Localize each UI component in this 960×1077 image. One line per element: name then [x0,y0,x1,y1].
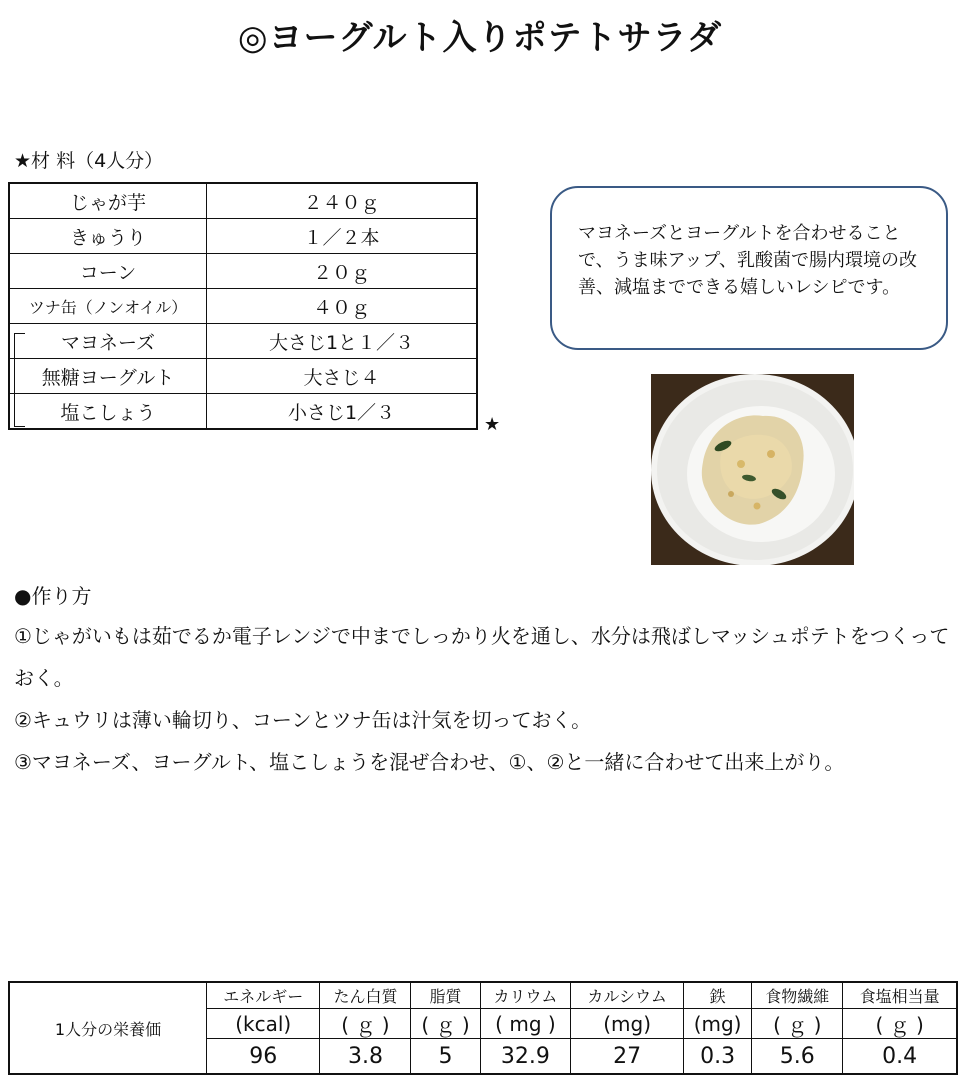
ingredient-row [9,219,477,254]
nutrient-value: 96 [207,1039,320,1075]
nutrient-value: 0.4 [843,1039,957,1075]
instructions [14,580,954,783]
ingredient-name: マヨネーズ [9,324,207,359]
star-mark: ★ [484,414,501,435]
ingredient-amount: ２０ｇ [207,254,478,289]
ingredient-amount: 大さじ1と１／３ [207,324,478,359]
nutrient-unit: (mg) [571,1009,684,1039]
instruction-step: ①じゃがいもは茹でるか電子レンジで中までしっかり火を通し、水分は飛ばしマッシュポテトをつくっておく。 [14,624,950,690]
ingredient-amount: ２４０ｇ [207,183,478,219]
nutrient-unit: ( ｇ ) [411,1009,480,1039]
nutrient-name: たん白質 [320,982,411,1009]
nutrition-label: 1人分の栄養価 [9,982,207,1074]
ingredient-row [9,359,477,394]
nutrient-value: 32.9 [480,1039,571,1075]
ingredient-amount: １／２本 [207,219,478,254]
recipe-note: マヨネーズとヨーグルトを合わせることで、うま味アップ、乳酸菌で腸内環境の改善、減塩までできる嬉しいレシピです。 [550,186,948,350]
nutrient-unit: (mg) [683,1009,751,1039]
nutrient-value: 3.8 [320,1039,411,1075]
instruction-step: ②キュウリは薄い輪切り、コーンとツナ缶は汁気を切っておく。 [14,708,592,732]
ingredient-name: ツナ缶（ノンオイル） [9,289,207,324]
nutrient-name: 脂質 [411,982,480,1009]
ingredient-name: じゃが芋 [9,183,207,219]
nutrient-unit: ( mg ) [480,1009,571,1039]
nutrient-value: 0.3 [683,1039,751,1075]
nutrient-unit: ( ｇ ) [843,1009,957,1039]
nutrient-unit: ( ｇ ) [320,1009,411,1039]
nutrition-header-row [9,982,957,1009]
nutrient-unit: ( ｇ ) [752,1009,843,1039]
ingredient-row [9,254,477,289]
nutrient-name: カリウム [480,982,571,1009]
ingredient-amount: 大さじ４ [207,359,478,394]
ingredient-amount: ４０ｇ [207,289,478,324]
ingredient-name: コーン [9,254,207,289]
nutrient-value: 5 [411,1039,480,1075]
ingredient-row [9,324,477,359]
instruction-step: ③マヨネーズ、ヨーグルト、塩こしょうを混ぜ合わせ、①、②と一緒に合わせて出来上がり。 [14,750,845,774]
recipe-title: ◎ヨーグルト入りポテトサラダ [237,18,723,58]
potato-salad-image [651,374,854,565]
nutrient-value: 5.6 [752,1039,843,1075]
ingredient-row [9,183,477,219]
nutrient-unit: (kcal) [207,1009,320,1039]
ingredients-table [8,182,478,430]
nutrient-value: 27 [571,1039,684,1075]
nutrient-name: 食物繊維 [752,982,843,1009]
nutrient-name: 食塩相当量 [843,982,957,1009]
ingredient-row [9,394,477,430]
nutrient-name: 鉄 [683,982,751,1009]
ingredient-name: 塩こしょう [9,394,207,430]
ingredient-name: 無糖ヨーグルト [9,359,207,394]
ingredient-row [9,289,477,324]
instructions-heading: ●作り方 [14,584,92,608]
ingredient-name: きゅうり [9,219,207,254]
ingredient-amount: 小さじ1／３ [207,394,478,430]
seasoning-bracket [14,333,25,427]
dish-photo [651,374,854,565]
nutrient-name: エネルギー [207,982,320,1009]
ingredients-heading: ★材 料（4人分） [14,150,164,172]
nutrition-table [8,981,958,1075]
nutrient-name: カルシウム [571,982,684,1009]
